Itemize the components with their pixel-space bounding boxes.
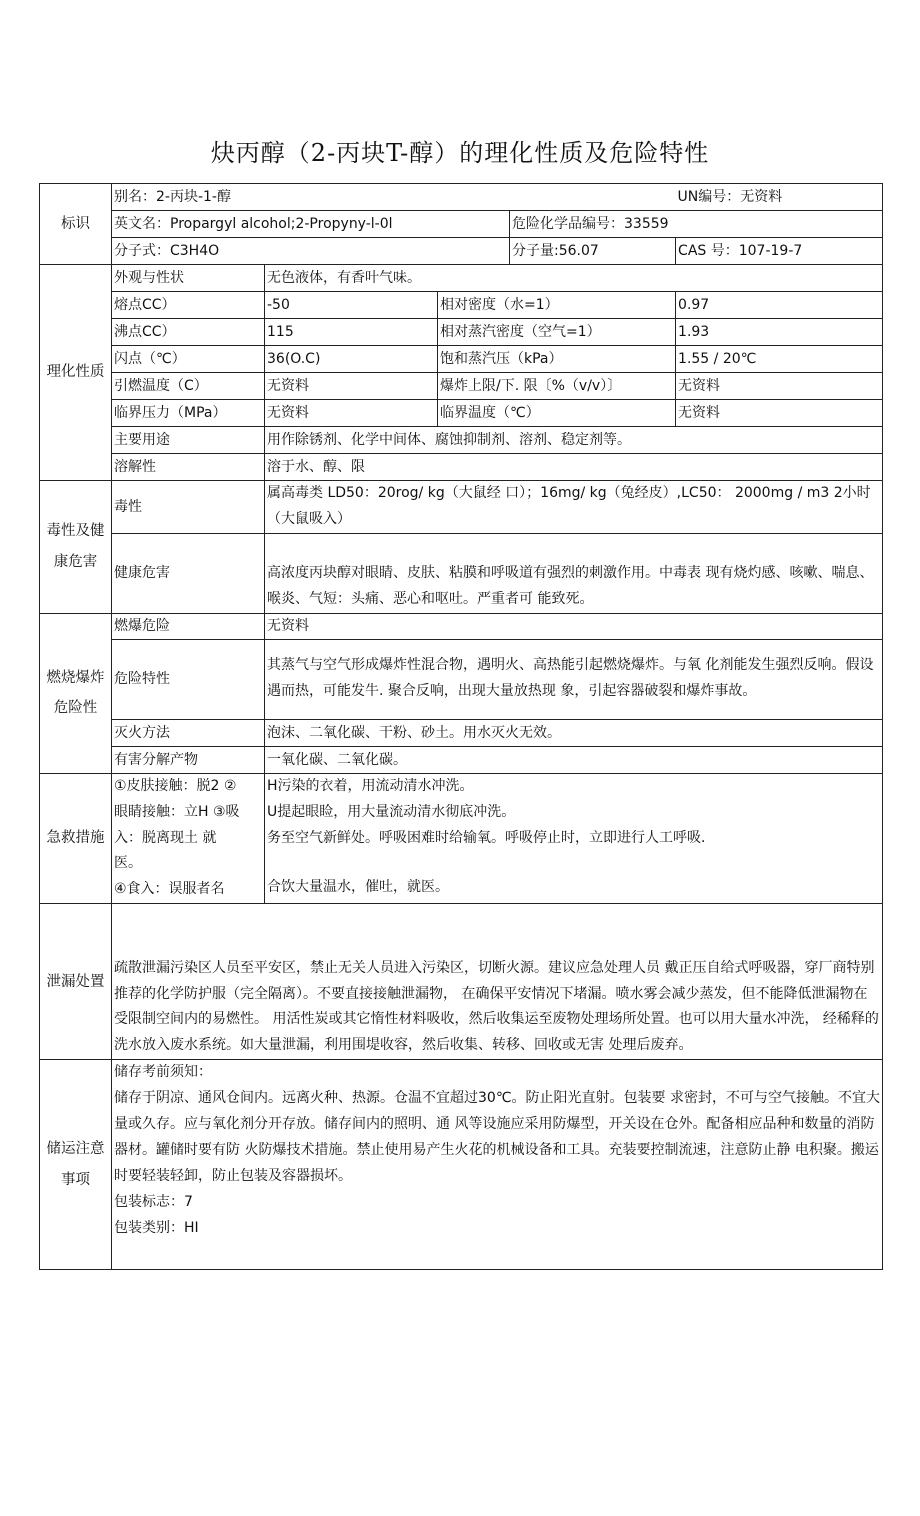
section-identity: 标识 (40, 184, 112, 265)
package-mark: 包装标志：7 (114, 1193, 193, 1210)
vapor-density-label: 相对蒸汽密度（空气=1） (438, 319, 676, 346)
section-physchem: 理化性质 (40, 265, 112, 481)
first-aid-left-line: ④食入：误服者名 (114, 881, 225, 898)
property-table (39, 183, 883, 1270)
first-aid-right-line: H污染的衣着，用流动清水冲洗。 (267, 777, 474, 794)
explosion-limit-value: 无资料 (676, 373, 883, 400)
boiling-label: 沸点CC） (112, 319, 265, 346)
extinguish-value: 泡沫、二氧化碳、干粉、砂土。用水灭火无效。 (265, 719, 883, 746)
storage-heading: 储存考前须知： (114, 1064, 212, 1081)
first-aid-left-line: 入：脱离现土 就 (114, 829, 217, 846)
vapor-pressure-value: 1.55 / 20℃ (676, 346, 883, 373)
first-aid-left-line: 眼睛接触：立H ③吸 (114, 803, 240, 820)
fire-hazard-value: 无资料 (265, 613, 883, 639)
section-leak: 泄漏处置 (40, 904, 112, 1060)
extinguish-label: 灭火方法 (112, 719, 265, 746)
hazard-character-label: 危险特性 (112, 639, 265, 719)
appearance-value: 无色液体，有香叶气味。 (265, 265, 883, 292)
first-aid-right-line: 务至空气新鲜处。呼吸困难时给输氧。呼吸停止时，立即进行人工呼吸. (267, 829, 706, 846)
page-title: 炔丙醇（2-丙块T-醇）的理化性质及危险特性 (210, 139, 710, 167)
first-aid-left (112, 773, 265, 903)
use-label: 主要用途 (112, 427, 265, 454)
toxicity-label: 毒性 (112, 481, 265, 534)
first-aid-right-line: 合饮大量温水，催吐，就医。 (267, 879, 449, 896)
storage-cell (112, 1060, 883, 1270)
section-storage: 储运注意事项 (40, 1060, 112, 1270)
ignition-value: 无资料 (265, 373, 438, 400)
critical-temp-label: 临界温度（℃） (438, 400, 676, 427)
section-first-aid: 急救措施 (40, 773, 112, 903)
molecular-weight-cell: 分子量:56.07 (510, 238, 676, 265)
first-aid-right (265, 773, 883, 903)
relative-density-label: 相对密度（水=1） (438, 292, 676, 319)
toxicity-value: 属高毒类 LD50：20rog/ kg（大鼠经 口）；16mg/ kg（兔经皮）,LC50： 2000mg / m3 2小时（大鼠吸入） (265, 481, 883, 534)
vapor-density-value: 1.93 (676, 319, 883, 346)
solubility-label: 溶解性 (112, 454, 265, 481)
hazard-character-value: 其蒸气与空气形成爆炸性混合物，遇明火、高热能引起燃烧爆炸。与氧 化剂能发生强烈反响。假设遇而热，可能发牛. 聚合反响，出现大量放热现 象，引起容器破裂和爆炸事故。 (265, 639, 883, 719)
storage-text: 储存于阴凉、通风仓间内。远离火种、热源。仓温不宜超过30℃。防止阳光直射。包装要 求密封，不可与空气接触。不宜大量或久存。应与氧化剂分开存放。储存间内的照明、通 风等设施应采用防爆型，开关设在仓外。配备相应品种和数量的消防器材。罐储时要有防 火防爆技术措施。禁止使用易产生火花的机械设备和工具。充装要控制流速，注意防止静 电积聚。搬运时要轻装轻卸，防止包装及容器损坏。 (114, 1090, 880, 1184)
package-category: 包装类别：HI (114, 1219, 199, 1236)
english-name-cell: 英文名：Propargyl alcohol;2-Propyny-l-0l (112, 211, 510, 238)
solubility-value: 溶于水、醇、限 (265, 454, 883, 481)
decomposition-value: 一氧化碳、二氧化碳。 (265, 746, 883, 773)
use-value: 用作除锈剂、化学中间体、腐蚀抑制剂、溶剂、稳定剂等。 (265, 427, 883, 454)
first-aid-right-line: U提起眼睑，用大量流动清水彻底冲洗。 (267, 803, 516, 820)
flash-point-label: 闪点（℃） (112, 346, 265, 373)
section-fire: 燃烧爆炸危险性 (40, 613, 112, 773)
critical-pressure-label: 临界压力（MPa） (112, 400, 265, 427)
cas-cell: CAS 号：107-19-7 (676, 238, 883, 265)
melting-value: -50 (265, 292, 438, 319)
formula-cell: 分子式：C3H4O (112, 238, 510, 265)
health-label: 健康危害 (112, 533, 265, 613)
hazard-number-cell: 危险化学品编号：33559 (510, 211, 883, 238)
flash-point-value: 36(O.C) (265, 346, 438, 373)
explosion-limit-label: 爆炸上限/下. 限〔%（v/v）〕 (438, 373, 676, 400)
fire-hazard-label: 燃爆危险 (112, 613, 265, 639)
first-aid-left-line: ①皮肤接触：脱2 ② (114, 777, 237, 794)
ignition-label: 引燃温度（C） (112, 373, 265, 400)
critical-pressure-value: 无资料 (265, 400, 438, 427)
boiling-value: 115 (265, 319, 438, 346)
critical-temp-value: 无资料 (676, 400, 883, 427)
relative-density-value: 0.97 (676, 292, 883, 319)
appearance-label: 外观与性状 (112, 265, 265, 292)
un-cell: UN编号：无资料 (676, 184, 883, 211)
melting-label: 熔点CC） (112, 292, 265, 319)
leak-text: 疏散泄漏污染区人员至平安区，禁止无关人员进入污染区，切断火源。建议应急处理人员 戴正压自给式呼吸器，穿厂商特别推荐的化学防护服（完全隔离）。不要直接接触泄漏物， 在确保平安情况下堵漏。喷水雾会减少蒸发，但不能降低泄漏物在受限制空间内的易燃性。 用活性炭或其它惰性材料吸收，然后收集运至废物处理场所处置。也可以用大量水冲洗， 经稀释的洗水放入废水系统。如大量泄漏，利用围堤收容，然后收集、转移、回收或无害 处理后废弃。 (112, 904, 883, 1060)
section-toxicity: 毒性及健康危害 (40, 481, 112, 614)
health-value: 高浓度丙块醇对眼睛、皮肤、粘膜和呼吸道有强烈的刺激作用。中毒表 现有烧灼感、咳嗽、喘息、喉炎、气短：头痛、恶心和呕吐。严重者可 能致死。 (265, 533, 883, 613)
first-aid-left-line: 医。 (114, 855, 142, 872)
decomposition-label: 有害分解产物 (112, 746, 265, 773)
vapor-pressure-label: 饱和蒸汽压（kPa） (438, 346, 676, 373)
alias-cell: 别名：2-丙块-1-醇 (112, 184, 676, 211)
